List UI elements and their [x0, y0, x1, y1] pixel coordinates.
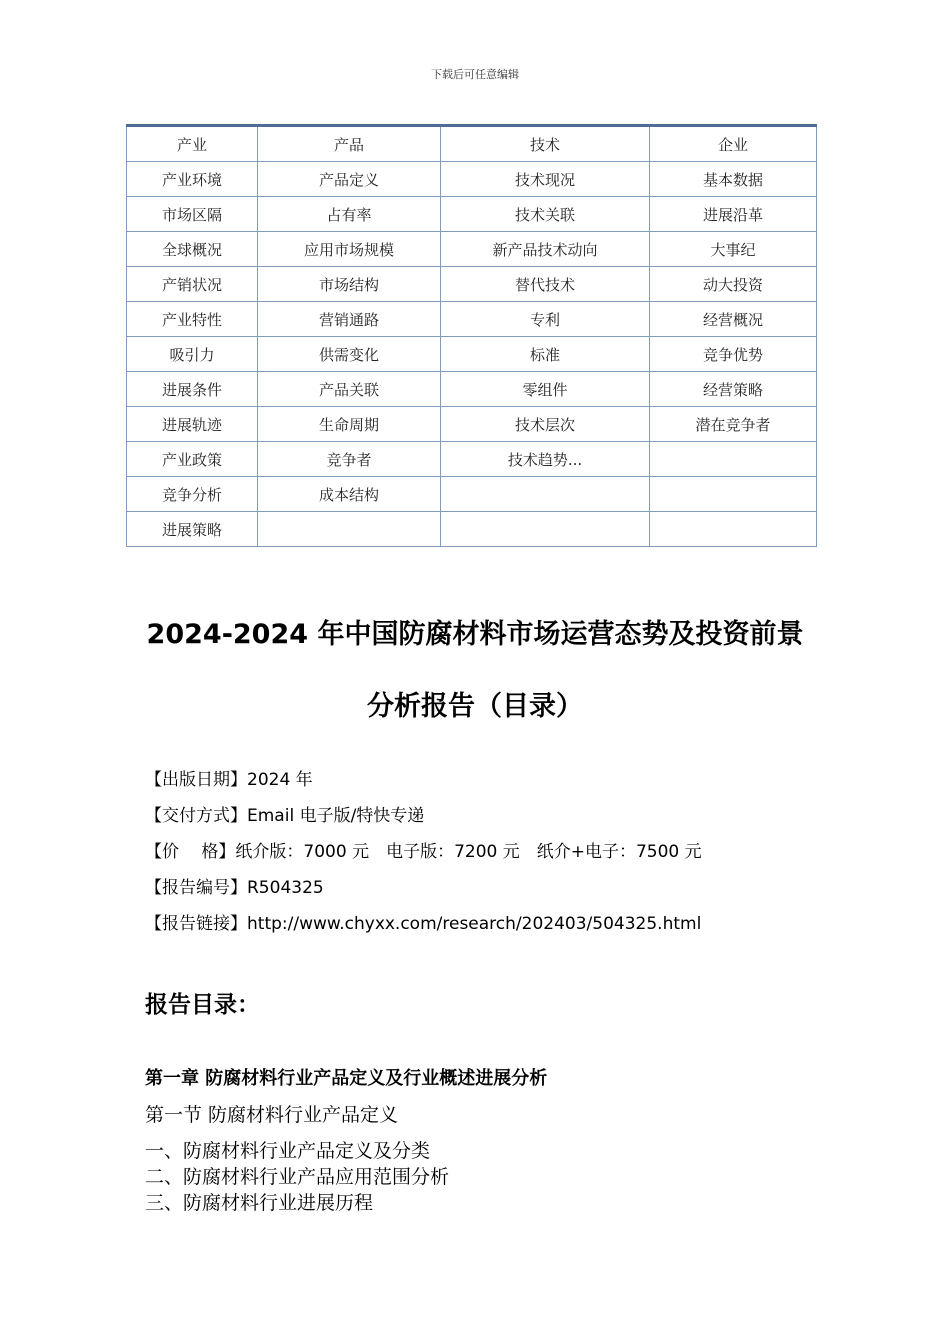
table-cell: 占有率: [258, 197, 441, 232]
table-cell: 基本数据: [650, 162, 817, 197]
table-cell: 成本结构: [258, 477, 441, 512]
table-cell: 供需变化: [258, 337, 441, 372]
table-cell: 大事纪: [650, 232, 817, 267]
table-row: [127, 197, 817, 232]
table-cell: 潜在竞争者: [650, 407, 817, 442]
table-row: [127, 162, 817, 197]
table-cell: 新产品技术动向: [441, 232, 650, 267]
table-cell: 经营策略: [650, 372, 817, 407]
table-cell: [650, 442, 817, 477]
price-info: 【价 格】纸介版：7000 元 电子版：7200 元 纸介+电子：7500 元: [145, 842, 702, 862]
toc-chapter: 第一章 防腐材料行业产品定义及行业概述进展分析: [145, 1068, 548, 1089]
table-row: [127, 337, 817, 372]
toc-item: 二、防腐材料行业产品应用范围分析: [145, 1166, 450, 1188]
table-cell: 竞争者: [258, 442, 441, 477]
table-cell: 专利: [441, 302, 650, 337]
page-header: 下载后可任意编辑: [431, 68, 519, 81]
table-cell: 动大投资: [650, 267, 817, 302]
table-cell: 产业环境: [127, 162, 258, 197]
table-cell: 营销通路: [258, 302, 441, 337]
table-header-cell: 企业: [650, 126, 817, 162]
table-cell: 替代技术: [441, 267, 650, 302]
table-cell: [650, 512, 817, 547]
table-row: [127, 512, 817, 547]
table-cell: 进展沿革: [650, 197, 817, 232]
table-cell: 经营概况: [650, 302, 817, 337]
table-cell: [441, 477, 650, 512]
toc-items: [145, 1138, 449, 1216]
table-cell: 产业特性: [127, 302, 258, 337]
table-header-cell: 产业: [127, 126, 258, 162]
table-cell: 进展策略: [127, 512, 258, 547]
table-cell: 竞争优势: [650, 337, 817, 372]
table-cell: 市场结构: [258, 267, 441, 302]
table-cell: [441, 512, 650, 547]
table-cell: 全球概况: [127, 232, 258, 267]
industry-matrix-table: [126, 124, 817, 547]
table-row: [127, 302, 817, 337]
table-cell: 技术层次: [441, 407, 650, 442]
toc-item: 三、防腐材料行业进展历程: [145, 1192, 374, 1214]
table-row: [127, 267, 817, 302]
report-meta: [145, 762, 702, 942]
table-row: [127, 126, 817, 162]
report-title-line2: 分析报告（目录）: [367, 691, 583, 722]
report-title-line1: 2024-2024 年中国防腐材料市场运营态势及投资前景: [146, 619, 804, 650]
table-cell: 产品定义: [258, 162, 441, 197]
table-cell: 生命周期: [258, 407, 441, 442]
delivery-method: 【交付方式】Email 电子版/特快专递: [145, 806, 425, 826]
toc-section: 第一节 防腐材料行业产品定义: [145, 1104, 399, 1126]
report-number: 【报告编号】R504325: [145, 878, 324, 898]
report-link[interactable]: 【报告链接】http://www.chyxx.com/research/202403/504325.html: [145, 914, 702, 934]
table-cell: 市场区隔: [127, 197, 258, 232]
table-row: [127, 407, 817, 442]
table-cell: 技术趋势...: [441, 442, 650, 477]
table-cell: 零组件: [441, 372, 650, 407]
table-row: [127, 372, 817, 407]
table-header-cell: 产品: [258, 126, 441, 162]
table-row: [127, 477, 817, 512]
table-row: [127, 232, 817, 267]
table-header-cell: 技术: [441, 126, 650, 162]
table-cell: 竞争分析: [127, 477, 258, 512]
table-cell: 应用市场规模: [258, 232, 441, 267]
table-cell: 进展轨迹: [127, 407, 258, 442]
matrix-body: [127, 126, 817, 547]
table-cell: 产销状况: [127, 267, 258, 302]
toc-heading: 报告目录：: [145, 992, 260, 1018]
table-row: [127, 442, 817, 477]
table-cell: 产业政策: [127, 442, 258, 477]
table-cell: 产品关联: [258, 372, 441, 407]
table-cell: [258, 512, 441, 547]
table-cell: 技术关联: [441, 197, 650, 232]
publish-date: 【出版日期】2024 年: [145, 770, 313, 790]
table-cell: 标准: [441, 337, 650, 372]
table-cell: 吸引力: [127, 337, 258, 372]
table-cell: 进展条件: [127, 372, 258, 407]
table-cell: 技术现况: [441, 162, 650, 197]
table-cell: [650, 477, 817, 512]
toc-item: 一、防腐材料行业产品定义及分类: [145, 1140, 431, 1162]
